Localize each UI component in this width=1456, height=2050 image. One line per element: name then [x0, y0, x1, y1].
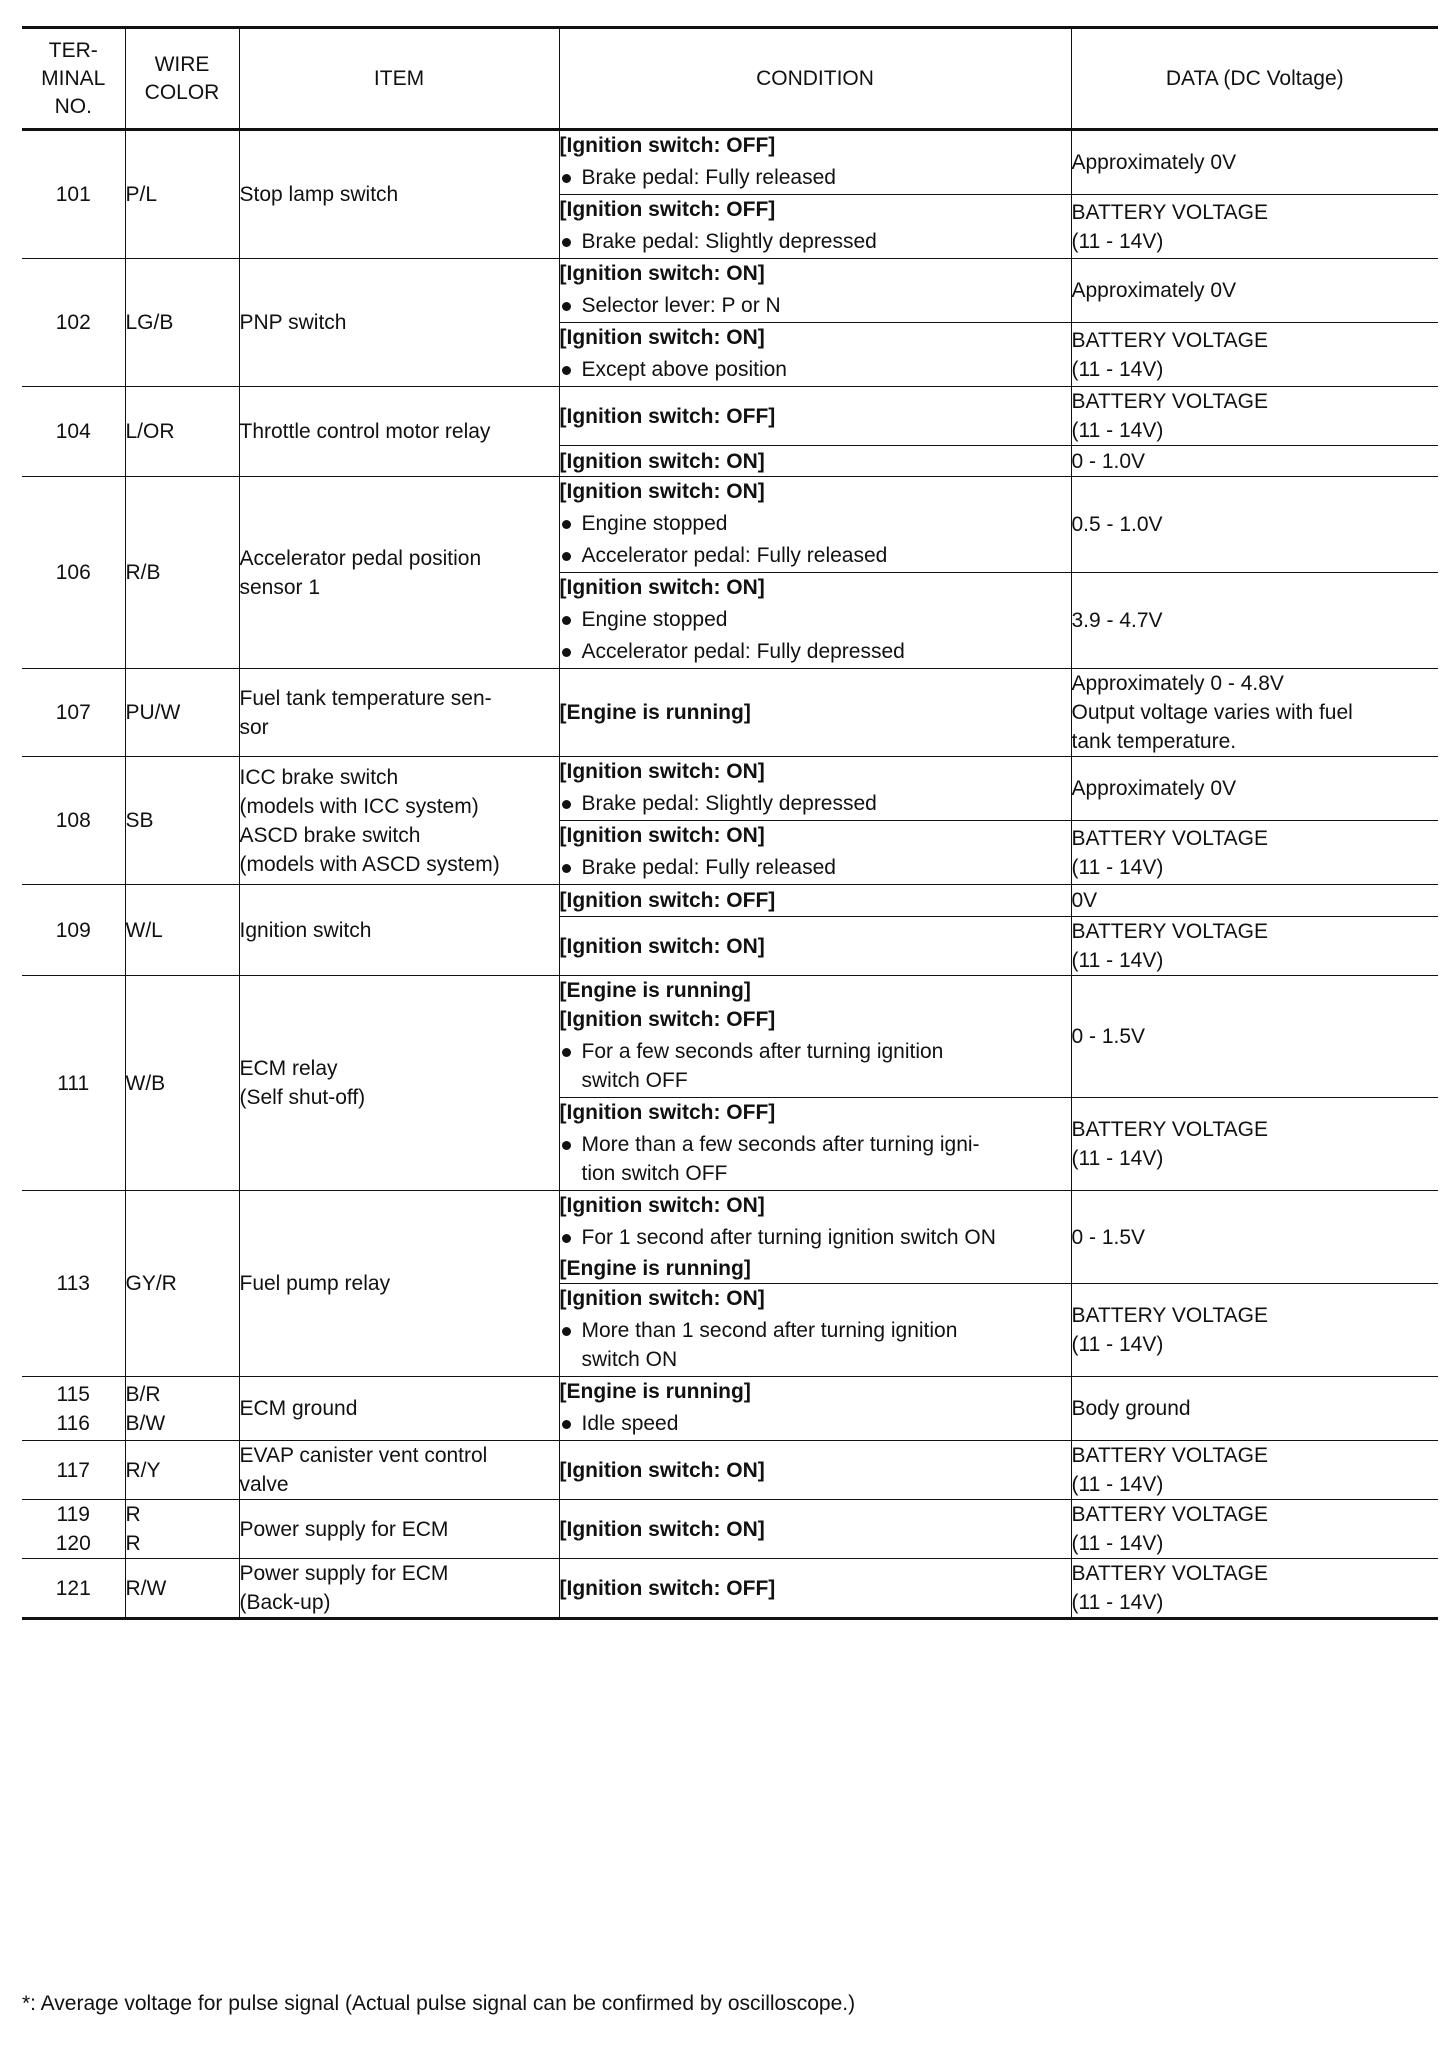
- data-voltage-cell: BATTERY VOLTAGE (11 - 14V): [1071, 1284, 1438, 1377]
- condition-bullet: Brake pedal: Slightly depressed: [560, 227, 1071, 256]
- condition-header: [Engine is running]: [559, 1380, 751, 1403]
- condition-header: [Engine is running] [Ignition switch: OFF]: [559, 979, 776, 1031]
- terminal-no-cell: 117: [22, 1441, 125, 1500]
- condition-bullet: Idle speed: [560, 1409, 1071, 1438]
- condition-header: [Ignition switch: ON]: [559, 1194, 765, 1217]
- terminal-no-cell: 104: [22, 387, 125, 477]
- wire-color-cell: PU/W: [125, 669, 239, 757]
- condition-cell: [559, 446, 1071, 477]
- condition-header: [Ignition switch: ON]: [559, 1287, 765, 1310]
- condition-header: [Ignition switch: OFF]: [559, 404, 776, 428]
- condition-header: [Ignition switch: OFF]: [559, 198, 776, 221]
- table-row: [22, 1441, 1438, 1500]
- condition-cell: [559, 1559, 1071, 1619]
- condition-bullet: Brake pedal: Fully released: [560, 163, 1071, 192]
- terminal-no-cell: 101: [22, 130, 125, 259]
- condition-bullet: For a few seconds after turning ignition switch OFF: [560, 1037, 1071, 1095]
- table-row: [22, 757, 1438, 821]
- condition-cell: [559, 976, 1071, 1098]
- data-voltage-cell: BATTERY VOLTAGE (11 - 14V): [1071, 1559, 1438, 1619]
- condition-cell: [559, 1441, 1071, 1500]
- item-cell: Stop lamp switch: [239, 130, 559, 259]
- condition-cell: [559, 885, 1071, 917]
- item-cell: Accelerator pedal position sensor 1: [239, 477, 559, 669]
- wire-color-cell: W/L: [125, 885, 239, 976]
- header-wire-color: WIRE COLOR: [125, 28, 239, 130]
- data-voltage-cell: BATTERY VOLTAGE (11 - 14V): [1071, 1441, 1438, 1500]
- condition-bullet: For 1 second after turning ignition switch ON: [560, 1223, 1071, 1252]
- terminal-table-sheet: [22, 26, 1438, 1620]
- condition-header: [Engine is running]: [559, 701, 751, 724]
- item-cell: Fuel tank temperature sen- sor: [239, 669, 559, 757]
- data-voltage-cell: 3.9 - 4.7V: [1071, 573, 1438, 669]
- ecm-terminal-table: [22, 26, 1438, 1620]
- condition-bullet: Brake pedal: Fully released: [560, 853, 1071, 882]
- terminal-no-cell: 121: [22, 1559, 125, 1619]
- condition-header: [Ignition switch: OFF]: [559, 1101, 776, 1124]
- table-row: [22, 1559, 1438, 1619]
- data-voltage-cell: BATTERY VOLTAGE (11 - 14V): [1071, 323, 1438, 387]
- item-cell: PNP switch: [239, 259, 559, 387]
- wire-color-cell: R/B: [125, 477, 239, 669]
- terminal-no-cell: 106: [22, 477, 125, 669]
- condition-bullet: Brake pedal: Slightly depressed: [560, 789, 1071, 818]
- table-row: [22, 259, 1438, 323]
- condition-cell: [559, 669, 1071, 757]
- terminal-no-cell: 111: [22, 976, 125, 1191]
- condition-header: [Ignition switch: ON]: [559, 824, 765, 847]
- condition-bullet: Except above position: [560, 355, 1071, 384]
- condition-cell: [559, 1191, 1071, 1284]
- condition-header: [Ignition switch: ON]: [559, 326, 765, 349]
- condition-bullet: Engine stopped: [560, 509, 1071, 538]
- wire-color-cell: W/B: [125, 976, 239, 1191]
- table-row: [22, 1500, 1438, 1559]
- condition-bullet: Accelerator pedal: Fully released: [560, 541, 1071, 570]
- condition-bullet: Selector lever: P or N: [560, 291, 1071, 320]
- table-row: [22, 976, 1438, 1098]
- condition-cell: [559, 323, 1071, 387]
- condition-cell: [559, 821, 1071, 885]
- condition-cell: [559, 1500, 1071, 1559]
- data-voltage-cell: BATTERY VOLTAGE (11 - 14V): [1071, 1098, 1438, 1191]
- data-voltage-cell: BATTERY VOLTAGE (11 - 14V): [1071, 821, 1438, 885]
- item-cell: Power supply for ECM: [239, 1500, 559, 1559]
- terminal-no-cell: 115 116: [22, 1377, 125, 1441]
- header-data: DATA (DC Voltage): [1071, 28, 1438, 130]
- wire-color-cell: B/R B/W: [125, 1377, 239, 1441]
- condition-header: [Engine is running]: [559, 1257, 751, 1280]
- condition-cell: [559, 1098, 1071, 1191]
- condition-header: [Ignition switch: ON]: [559, 1517, 765, 1541]
- condition-header: [Ignition switch: ON]: [559, 576, 765, 599]
- wire-color-cell: P/L: [125, 130, 239, 259]
- wire-color-cell: SB: [125, 757, 239, 885]
- condition-header: [Ignition switch: ON]: [559, 262, 765, 285]
- wire-color-cell: LG/B: [125, 259, 239, 387]
- condition-cell: [559, 917, 1071, 976]
- condition-header: [Ignition switch: ON]: [559, 449, 765, 473]
- wire-color-cell: L/OR: [125, 387, 239, 477]
- item-cell: ICC brake switch (models with ICC system) ASCD brake switch (models with ASCD system): [239, 757, 559, 885]
- condition-cell: [559, 387, 1071, 446]
- item-cell: ECM ground: [239, 1377, 559, 1441]
- condition-bullet: Accelerator pedal: Fully depressed: [560, 637, 1071, 666]
- terminal-no-cell: 108: [22, 757, 125, 885]
- terminal-no-cell: 107: [22, 669, 125, 757]
- footnote: *: Average voltage for pulse signal (Actual pulse signal can be confirmed by oscilloscope.): [22, 1992, 856, 2015]
- condition-bullet: More than 1 second after turning ignition switch ON: [560, 1316, 1071, 1374]
- table-row: [22, 1191, 1438, 1284]
- condition-header: [Ignition switch: ON]: [559, 934, 765, 958]
- table-row: [22, 1377, 1438, 1441]
- condition-header: [Ignition switch: ON]: [559, 480, 765, 503]
- condition-cell: [559, 573, 1071, 669]
- header-item: ITEM: [239, 28, 559, 130]
- table-row: [22, 477, 1438, 573]
- header-condition: CONDITION: [559, 28, 1071, 130]
- item-cell: ECM relay (Self shut-off): [239, 976, 559, 1191]
- data-voltage-cell: Approximately 0V: [1071, 130, 1438, 195]
- condition-header: [Ignition switch: ON]: [559, 1458, 765, 1482]
- data-voltage-cell: 0.5 - 1.0V: [1071, 477, 1438, 573]
- condition-bullet: More than a few seconds after turning igni- tion switch OFF: [560, 1130, 1071, 1188]
- table-row: [22, 387, 1438, 446]
- data-voltage-cell: Body ground: [1071, 1377, 1438, 1441]
- wire-color-cell: R R: [125, 1500, 239, 1559]
- terminal-no-cell: 119 120: [22, 1500, 125, 1559]
- condition-header: [Ignition switch: OFF]: [559, 134, 776, 157]
- data-voltage-cell: BATTERY VOLTAGE (11 - 14V): [1071, 917, 1438, 976]
- data-voltage-cell: 0 - 1.5V: [1071, 976, 1438, 1098]
- wire-color-cell: R/Y: [125, 1441, 239, 1500]
- table-row: [22, 885, 1438, 917]
- terminal-no-cell: 102: [22, 259, 125, 387]
- data-voltage-cell: BATTERY VOLTAGE (11 - 14V): [1071, 195, 1438, 259]
- condition-cell: [559, 757, 1071, 821]
- condition-cell: [559, 195, 1071, 259]
- data-voltage-cell: Approximately 0V: [1071, 757, 1438, 821]
- condition-header: [Ignition switch: ON]: [559, 760, 765, 783]
- condition-cell: [559, 1377, 1071, 1441]
- data-voltage-cell: 0V: [1071, 885, 1438, 917]
- condition-bullet: Engine stopped: [560, 605, 1071, 634]
- table-row: [22, 669, 1438, 757]
- item-cell: Throttle control motor relay: [239, 387, 559, 477]
- data-voltage-cell: BATTERY VOLTAGE (11 - 14V): [1071, 1500, 1438, 1559]
- terminal-no-cell: 113: [22, 1191, 125, 1377]
- condition-cell: [559, 477, 1071, 573]
- terminal-no-cell: 109: [22, 885, 125, 976]
- data-voltage-cell: 0 - 1.5V: [1071, 1191, 1438, 1284]
- item-cell: Power supply for ECM (Back-up): [239, 1559, 559, 1619]
- condition-cell: [559, 259, 1071, 323]
- table-row: [22, 130, 1438, 195]
- data-voltage-cell: Approximately 0V: [1071, 259, 1438, 323]
- item-cell: EVAP canister vent control valve: [239, 1441, 559, 1500]
- wire-color-cell: R/W: [125, 1559, 239, 1619]
- header-row: [22, 28, 1438, 130]
- condition-header: [Ignition switch: OFF]: [559, 889, 776, 912]
- condition-header: [Ignition switch: OFF]: [559, 1576, 776, 1600]
- condition-cell: [559, 130, 1071, 195]
- item-cell: Ignition switch: [239, 885, 559, 976]
- header-terminal-no: TER- MINAL NO.: [22, 28, 125, 130]
- wire-color-cell: GY/R: [125, 1191, 239, 1377]
- data-voltage-cell: 0 - 1.0V: [1071, 446, 1438, 477]
- item-cell: Fuel pump relay: [239, 1191, 559, 1377]
- data-voltage-cell: BATTERY VOLTAGE (11 - 14V): [1071, 387, 1438, 446]
- data-voltage-cell: Approximately 0 - 4.8V Output voltage varies with fuel tank temperature.: [1071, 669, 1438, 757]
- condition-cell: [559, 1284, 1071, 1377]
